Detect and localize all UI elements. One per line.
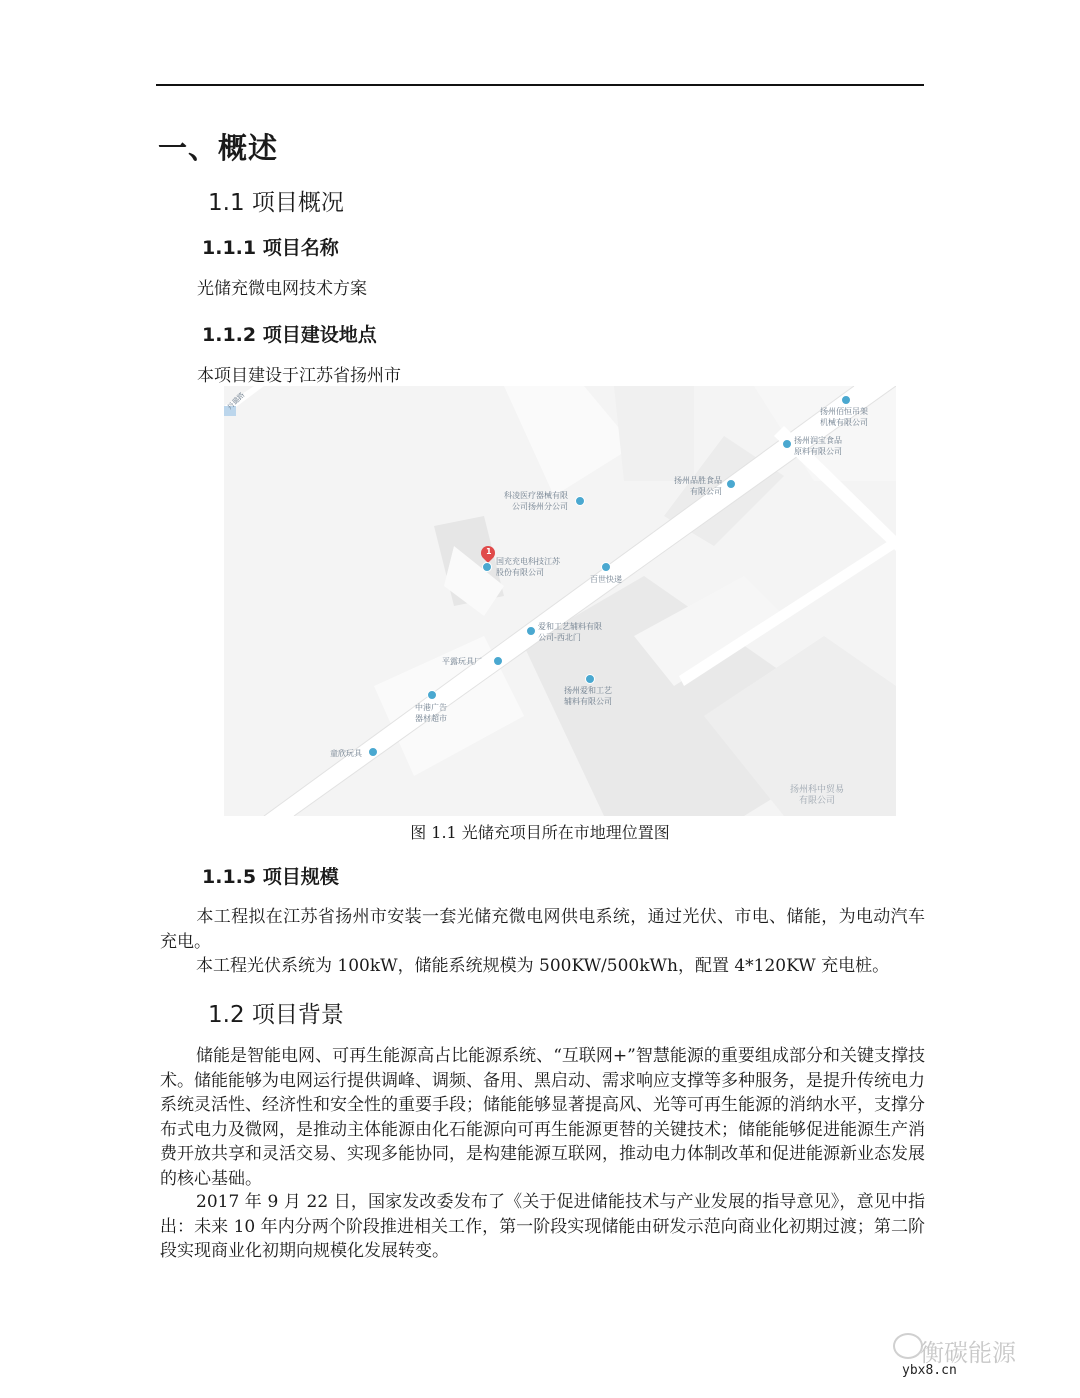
poi-icon[interactable]: [368, 747, 378, 757]
poi-icon[interactable]: [575, 496, 585, 506]
wechat-icon: [893, 1333, 923, 1359]
background-paragraph-2: 2017 年 9 月 22 日，国家发改委发布了《关于促进储能技术与产业发展的指导意见》，意见中指出：未来 10 年内分两个阶段推进相关工作，第一阶段实现储能由研发示范向商业化初期过渡；第二阶段实现商业化初期向规模化发展转变。: [160, 1192, 925, 1261]
poi-label[interactable]: 扬州爱和工艺 辅料有限公司: [564, 686, 612, 706]
section-heading-1-1: 1.1 项目概况: [208, 190, 344, 216]
section-heading-1-2: 1.2 项目背景: [208, 1002, 344, 1028]
poi-icon[interactable]: [841, 395, 851, 405]
poi-label[interactable]: 扬州佰恒吊架 机械有限公司: [820, 407, 868, 427]
poi-icon[interactable]: [493, 656, 503, 666]
road-label: 丹璐路: [225, 390, 247, 412]
header-rule: [156, 84, 924, 86]
background-paragraph-1: 储能是智能电网、可再生能源高占比能源系统、“互联网+”智慧能源的重要组成部分和关键支撑技术。储能能够为电网运行提供调峰、调频、备用、黑启动、需求响应支撑等多种服务，是提升传统电力系统灵活性、经济性和安全性的重要手段；储能能够显著提高风、光等可再生能源的消纳水平，支撑分布式电力及微网，是推动主体能源由化石能源向可再生能源更替的关键技术；储能能够促进能源生产消费开放共享和灵活交易、实现多能协同，是构建能源互联网，推动电力体制改革和促进能源新业态发展的核心基础。: [160, 1046, 925, 1189]
section-heading-1-1-5: 1.1.5 项目规模: [202, 866, 339, 888]
poi-icon[interactable]: [482, 562, 492, 572]
poi-label[interactable]: 童欣玩具: [330, 749, 362, 758]
poi-label[interactable]: 爱和工艺辅料有限 公司-西北门: [538, 622, 602, 642]
section-heading-1-1-1: 1.1.1 项目名称: [202, 237, 339, 259]
marker-number: 1: [486, 547, 492, 556]
poi-label[interactable]: 扬州科中贸易 有限公司: [790, 785, 845, 806]
watermark-url: ybx8.cn: [902, 1363, 957, 1378]
poi-label[interactable]: 中港广告 器材超市: [415, 703, 447, 723]
scale-paragraph-2: 本工程光伏系统为 100kW，储能系统规模为 500KW/500kWh，配置 4*120KW 充电桩。: [196, 956, 890, 976]
poi-label[interactable]: 百世快递: [590, 575, 622, 584]
poi-icon[interactable]: [601, 562, 611, 572]
poi-icon[interactable]: [782, 439, 792, 449]
location-text: 本项目建设于江苏省扬州市: [197, 366, 401, 386]
poi-label[interactable]: 扬州品胜食品 有限公司: [674, 476, 722, 496]
poi-label[interactable]: 扬州润宝食品 原料有限公司: [794, 436, 842, 456]
project-name-text: 光储充微电网技术方案: [197, 279, 367, 299]
chapter-heading: 一、概述: [158, 131, 279, 165]
poi-icon[interactable]: [726, 479, 736, 489]
watermark-brand: 衡碳能源: [920, 1339, 1016, 1367]
poi-label[interactable]: 科凌医疗器械有限 公司扬州分公司: [504, 491, 568, 511]
poi-icon[interactable]: [585, 674, 595, 684]
location-map: [224, 386, 896, 816]
figure-caption: 图 1.1 光储充项目所在市地理位置图: [410, 823, 670, 842]
poi-label[interactable]: 平露玩具厂: [442, 657, 482, 666]
section-heading-1-1-2: 1.1.2 项目建设地点: [202, 324, 377, 346]
scale-paragraph-1: 本工程拟在江苏省扬州市安装一套光储充微电网供电系统，通过光伏、市电、储能，为电动汽车充电。: [160, 907, 925, 952]
poi-icon[interactable]: [427, 690, 437, 700]
poi-label-highlight[interactable]: 国充充电科技江苏 股份有限公司: [496, 557, 560, 577]
poi-icon[interactable]: [526, 626, 536, 636]
